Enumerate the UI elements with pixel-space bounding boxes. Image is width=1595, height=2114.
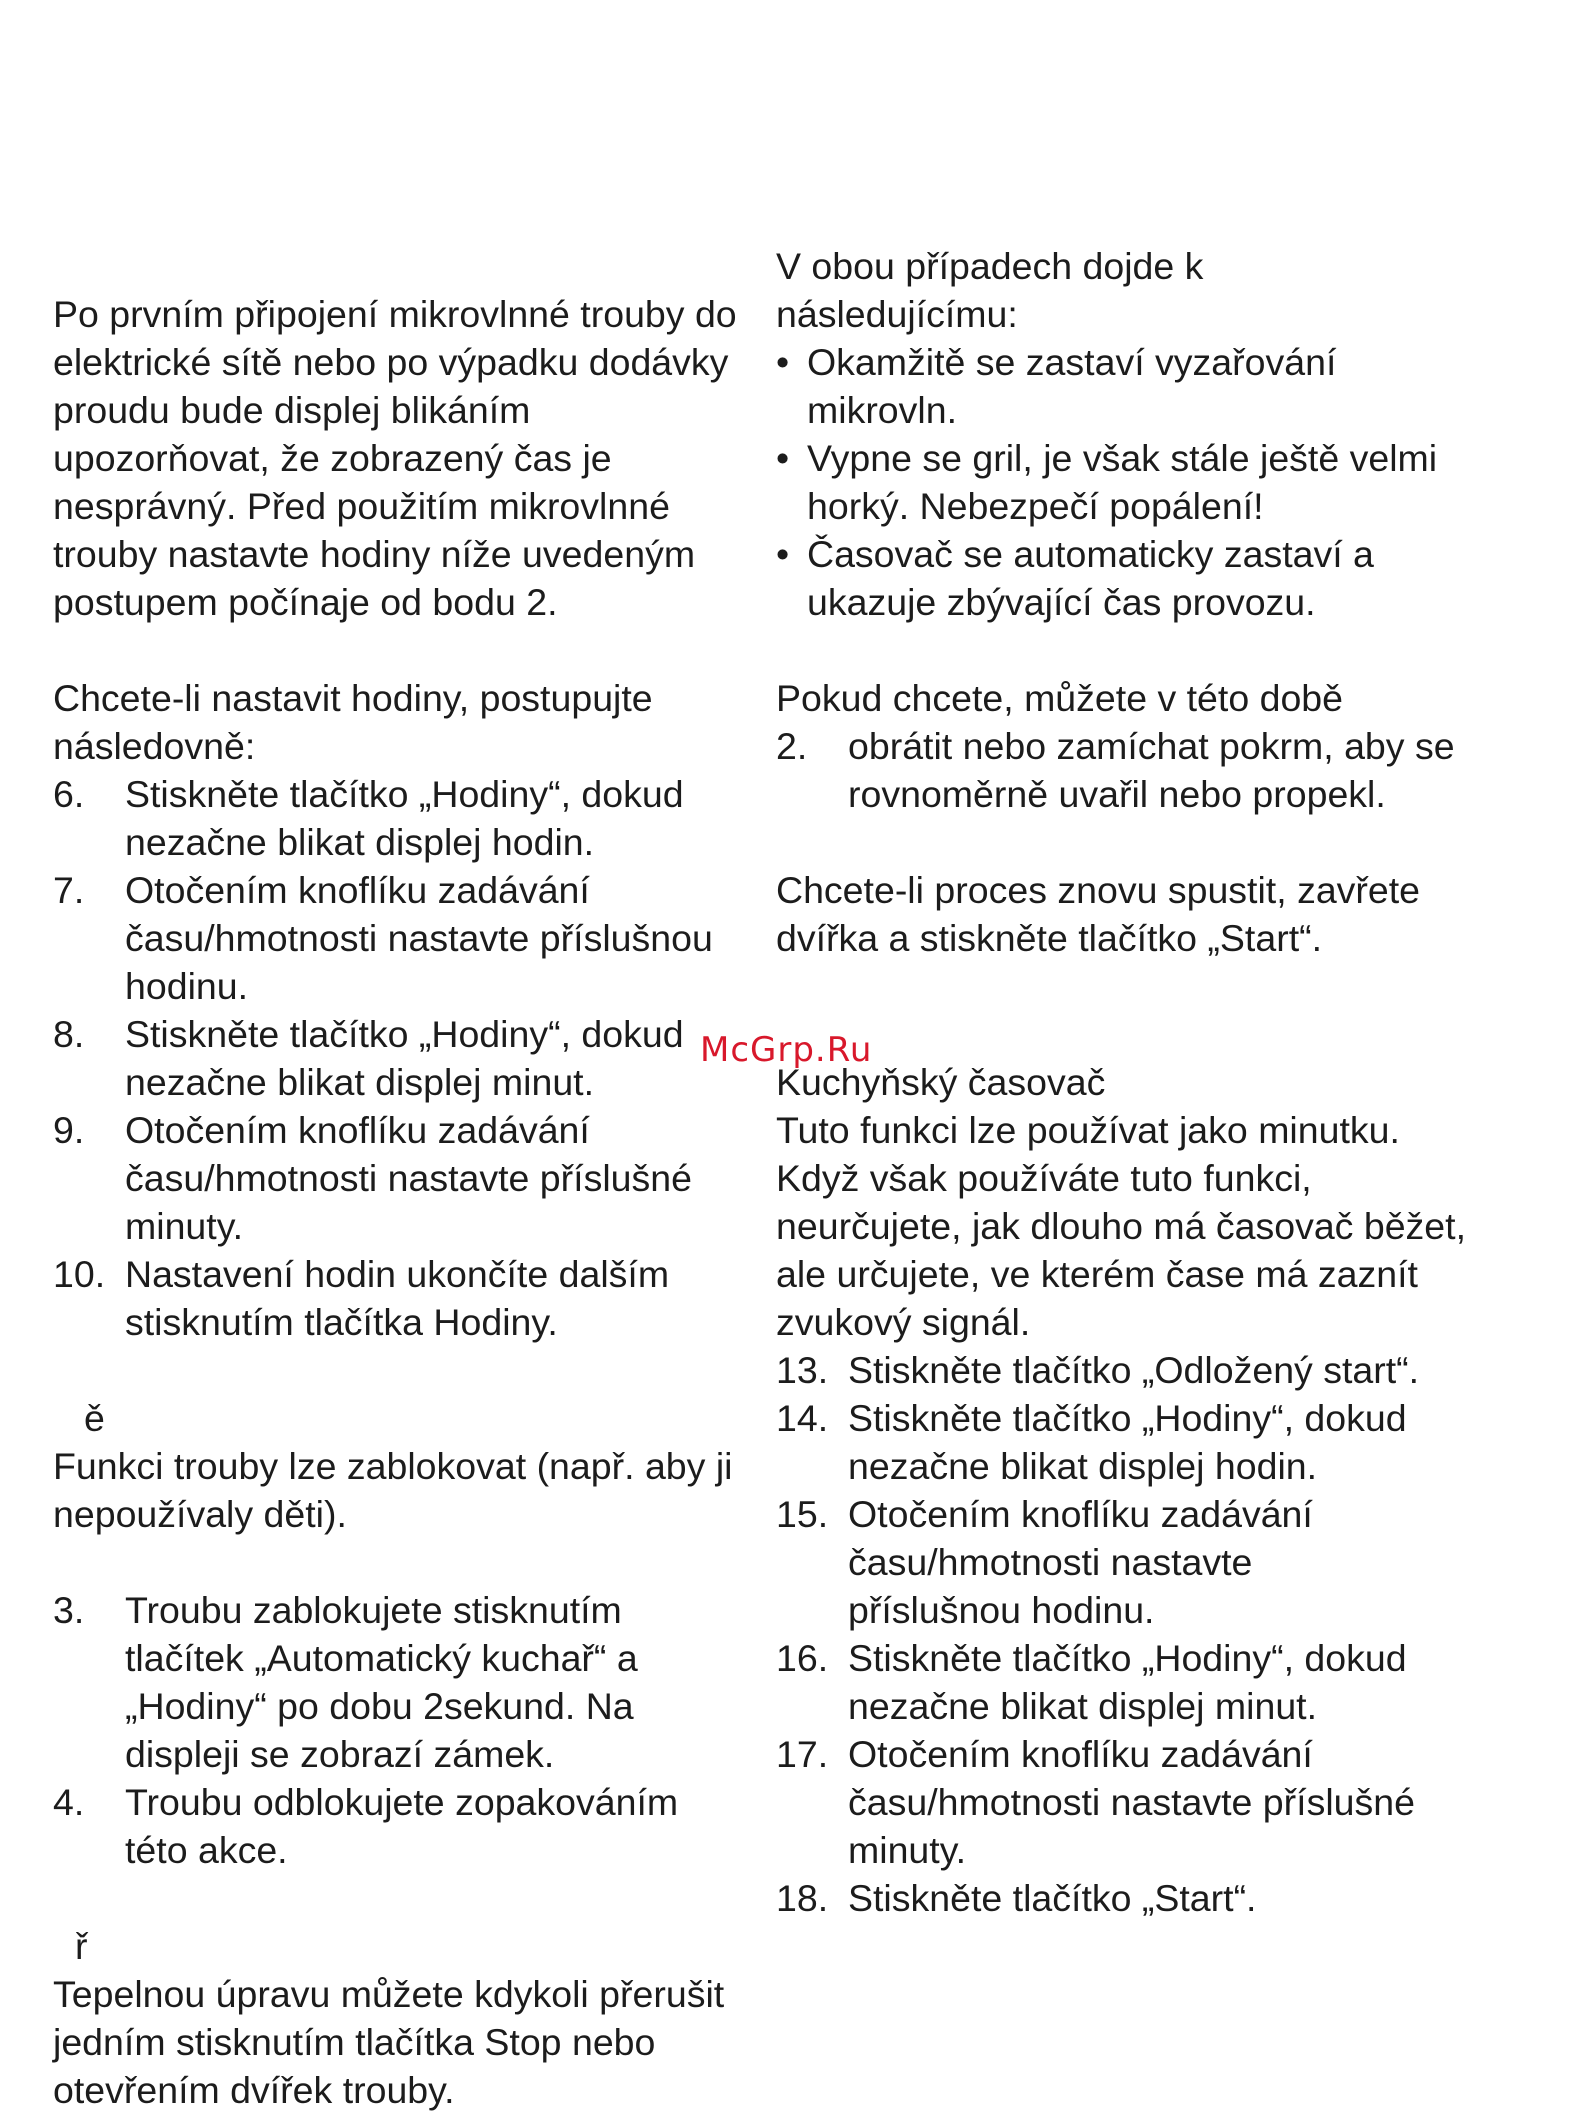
list-item [776, 1394, 1556, 1490]
list-item [776, 434, 1556, 530]
step-number: 7. [53, 869, 85, 911]
meanwhile-lead: Pokud chcete, můžete v této době [776, 677, 1344, 719]
bullet-text: Okamžitě se zastaví vyzařování mikrovln. [807, 341, 1337, 431]
timer-text: Tuto funkci lze používat jako minutku. Když však používáte tuto funkci, neurčujete, jak dlouho má časovač běžet, ale určujete, ve kterém čase má zaznít zvukový signál. [776, 1109, 1466, 1343]
step-number: 6. [53, 773, 85, 815]
step-number: 10. [53, 1253, 106, 1295]
step-number: 9. [53, 1109, 85, 1151]
meanwhile-steps [776, 722, 1556, 818]
list-item [776, 1730, 1556, 1874]
step-number: 17. [776, 1733, 829, 1775]
step-text: Stiskněte tlačítko „Hodiny“, dokud nezačne blikat displej hodin. [125, 773, 684, 863]
step-number: 13. [776, 1349, 829, 1391]
bullet-mark: • [776, 341, 790, 383]
lock-text: Funkci trouby lze zablokovat (např. aby ji nepoužívaly děti). [53, 1445, 733, 1535]
list-item [53, 1586, 743, 1778]
list-item [776, 1490, 1556, 1634]
step-text: obrátit nebo zamíchat pokrm, aby se rovnoměrně uvařil nebo propekl. [848, 725, 1455, 815]
list-item [53, 770, 743, 866]
stop-heading: ř [75, 1925, 88, 1967]
step-text: Nastavení hodin ukončíte dalším stisknutím tlačítka Hodiny. [125, 1253, 670, 1343]
step-text: Stiskněte tlačítko „Hodiny“, dokud nezačne blikat displej hodin. [848, 1397, 1407, 1487]
step-text: Troubu odblokujete zopakováním této akce. [125, 1781, 679, 1871]
step-number: 14. [776, 1397, 829, 1439]
step-text: Stiskněte tlačítko „Hodiny“, dokud nezačne blikat displej minut. [125, 1013, 684, 1103]
list-item [776, 338, 1556, 434]
list-item [53, 1250, 743, 1346]
list-item [776, 1346, 1556, 1394]
list-item [53, 866, 743, 1010]
list-item [53, 1778, 743, 1874]
list-item [776, 722, 1556, 818]
clock-steps [53, 770, 743, 1346]
bullet-mark: • [776, 437, 790, 479]
step-text: Otočením knoflíku zadávání času/hmotnosti nastavte příslušné minuty. [125, 1109, 692, 1247]
lock-steps [53, 1586, 743, 1874]
result-bullets [776, 338, 1556, 626]
lock-heading: ě [84, 1397, 105, 1439]
list-item [776, 1874, 1556, 1922]
step-number: 18. [776, 1877, 829, 1919]
bullet-text: Časovač se automaticky zastaví a ukazuje zbývající čas provozu. [807, 533, 1374, 623]
step-text: Stiskněte tlačítko „Odložený start“. [848, 1349, 1420, 1391]
intro-paragraph: Po prvním připojení mikrovlnné trouby do elektrické sítě nebo po výpadku dodávky proudu bude displej blikáním upozorňovat, že zobrazený čas je nesprávný. Před použitím mikrovlnné trouby nastavte hodiny níže uvedeným postupem počínaje od bodu 2. [53, 293, 737, 623]
timer-steps [776, 1346, 1556, 1922]
list-item [776, 1634, 1556, 1730]
step-number: 4. [53, 1781, 85, 1823]
timer-heading: Kuchyňský časovač [776, 1061, 1106, 1103]
right-column [776, 242, 1556, 1922]
left-column [53, 290, 743, 2114]
step-number: 2. [776, 725, 808, 767]
watermark-text: McGrp.Ru [700, 1030, 873, 1070]
step-number: 3. [53, 1589, 85, 1631]
step-text: Troubu zablokujete stisknutím tlačítek „Automatický kuchař“ a „Hodiny“ po dobu 2sekund. Na displeji se zobrazí zámek. [125, 1589, 638, 1775]
stop-text: Tepelnou úpravu můžete kdykoli přerušit jedním stisknutím tlačítka Stop nebo otevřením dvířek trouby. [53, 1973, 725, 2111]
step-text: Stiskněte tlačítko „Start“. [848, 1877, 1257, 1919]
step-number: 15. [776, 1493, 829, 1535]
step-text: Otočením knoflíku zadávání času/hmotnosti nastavte příslušnou hodinu. [125, 869, 713, 1007]
step-number: 8. [53, 1013, 85, 1055]
step-text: Otočením knoflíku zadávání času/hmotnosti nastavte příslušnou hodinu. [848, 1493, 1313, 1631]
step-text: Otočením knoflíku zadávání času/hmotnosti nastavte příslušné minuty. [848, 1733, 1415, 1871]
bullet-text: Vypne se gril, je však stále ještě velmi horký. Nebezpečí popálení! [807, 437, 1438, 527]
bullet-mark: • [776, 533, 790, 575]
step-text: Stiskněte tlačítko „Hodiny“, dokud nezačne blikat displej minut. [848, 1637, 1407, 1727]
list-item [53, 1010, 743, 1106]
step-number: 16. [776, 1637, 829, 1679]
list-item [53, 1106, 743, 1250]
list-item [776, 530, 1556, 626]
clock-lead: Chcete-li nastavit hodiny, postupujte následovně: [53, 677, 653, 767]
restart-text: Chcete-li proces znovu spustit, zavřete dvířka a stiskněte tlačítko „Start“. [776, 869, 1421, 959]
both-cases-lead: V obou případech dojde k následujícímu: [776, 245, 1204, 335]
